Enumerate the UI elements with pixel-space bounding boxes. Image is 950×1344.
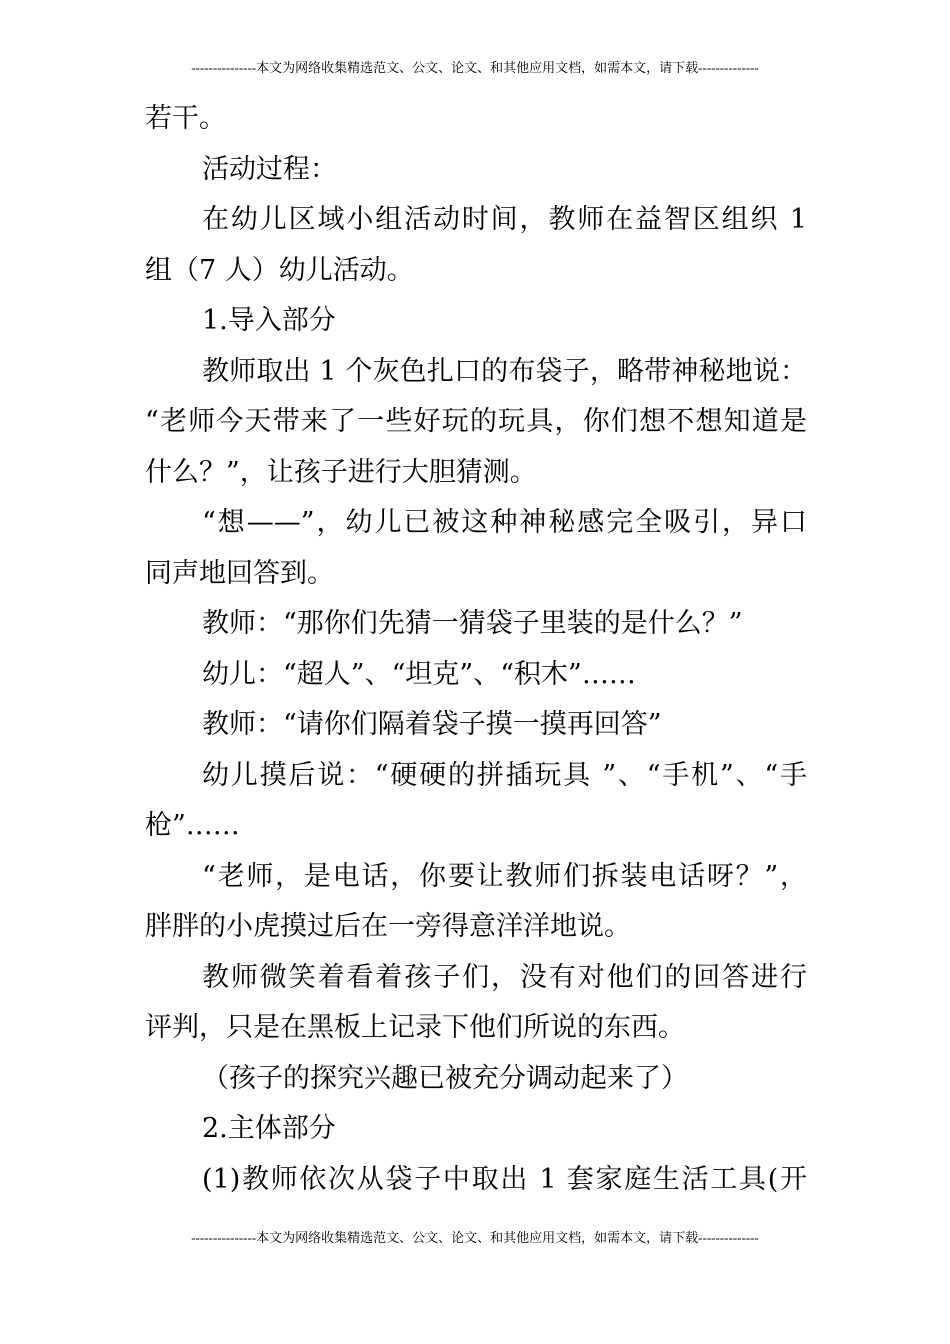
text-line: 组（7 人）幼儿活动。 [145,254,414,286]
text-line: 教师：“请你们隔着袋子摸一摸再回答” [202,709,662,740]
text-line: 同声地回答到。 [145,557,334,589]
text-line: 胖胖的小虎摸过后在一旁得意洋洋地说。 [145,911,631,942]
text-line: 若干。 [145,103,226,134]
page-footer: ---------------本文为网络收集精选范文、公文、论文、和其他应用文档，如需本文，请下载-------------- [191,1230,759,1245]
text-line: 枪”…… [145,810,240,841]
text-line: 在幼儿区域小组活动时间，教师在益智区组织 1 [202,204,807,235]
text-line: “老师今天带来了一些好玩的玩具，你们想不想知道是 [145,406,807,437]
page-header: ---------------本文为网络收集精选范文、公文、论文、和其他应用文档，如需本文，请下载-------------- [191,60,759,75]
text-line: 评判，只是在黑板上记录下他们所说的东西。 [145,1012,685,1043]
text-line: 幼儿：“超人”、“坦克”、“积木”…… [202,658,636,690]
text-line: （孩子的探究兴趣已被充分调动起来了） [202,1062,688,1094]
text-line: 教师取出 1 个灰色扎口的布袋子，略带神秘地说： [202,355,807,387]
text-line: (1)教师依次从袋子中取出 1 套家庭生活工具(开 [202,1163,807,1195]
section-heading: 1.导入部分 [202,305,336,336]
text-line: 教师微笑着看着孩子们，没有对他们的回答进行 [202,961,807,993]
text-line: 什么？”，让孩子进行大胆猜测。 [145,456,537,488]
text-line: 幼儿摸后说：“硬硬的拼插玩具 ”、“手机”、“手 [202,759,807,791]
document-body [145,94,807,1205]
text-line: 教师：“那你们先猜一猜袋子里装的是什么？” [202,608,743,639]
section-heading: 2.主体部分 [202,1113,336,1144]
text-line: 活动过程： [202,153,337,185]
text-line: “想——”，幼儿已被这种神秘感完全吸引，异口 [202,507,807,538]
text-line: “老师，是电话，你要让教师们拆装电话呀？”， [202,860,807,892]
